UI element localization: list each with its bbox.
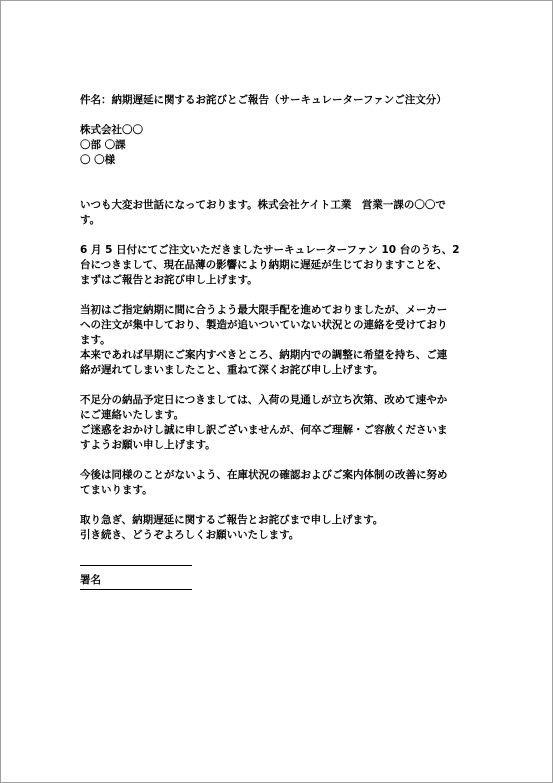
paragraph-line: 6 月 5 日付にてご注文いただきましたサーキュレーターファン 10 台のうち、2	[80, 244, 460, 256]
spacer	[80, 183, 478, 198]
spacer	[80, 228, 478, 243]
paragraph-line: てまいります。	[80, 484, 153, 496]
paragraph-improvement	[80, 468, 478, 498]
paragraph-line: 当初はご指定納期に間に合うよう最大限手配を進めておりましたが、メーカー	[80, 304, 448, 316]
paragraph-schedule	[80, 393, 478, 453]
paragraph-line: ます。	[80, 334, 111, 346]
paragraph-line: 絡が遅れてしまいましたこと、重ねて深くお詫び申し上げます。	[80, 364, 384, 376]
paragraph-line: まずはご報告とお詫び申し上げます。	[80, 274, 258, 286]
recipient-block	[80, 123, 478, 168]
greeting-paragraph	[80, 198, 478, 228]
spacer	[80, 378, 478, 393]
document-body	[80, 93, 478, 597]
spacer	[80, 168, 478, 183]
signature-bottom-rule	[80, 589, 192, 590]
closing-paragraph	[80, 513, 478, 543]
paragraph-line: 台につきまして、現在品薄の影響により納期に遅延が生じておりますことを、	[80, 259, 448, 271]
recipient-department: 〇部 〇課	[80, 139, 126, 151]
recipient-person: 〇 〇様	[80, 154, 116, 166]
greeting-line: す。	[80, 214, 101, 226]
spacer	[80, 453, 478, 468]
paragraph-line: 本来であれば早期にご案内すべきところ、納期内での調整に希望を持ち、ご連	[80, 349, 448, 361]
recipient-company: 株式会社〇〇	[80, 124, 143, 136]
paragraph-line: 不足分の納品予定日につきましては、入荷の見通しが立ち次第、改めて速やか	[80, 394, 448, 406]
spacer	[80, 108, 478, 123]
greeting-line: いつも大変お世話になっております。株式会社ケイト工業 営業一課の〇〇で	[80, 199, 446, 211]
closing-line: 取り急ぎ、納期遅延に関するご報告とお詫びまで申し上げます。	[80, 514, 384, 526]
spacer	[80, 498, 478, 513]
closing-line: 引き続き、どうぞよろしくお願いいたします。	[80, 529, 300, 541]
signature-top-rule	[80, 565, 192, 566]
paragraph-line: への注文が集中しており、製造が追いついていない状況との連絡を受けており	[80, 319, 448, 331]
paragraph-line: ご迷惑をおかけし誠に申し訳ございませんが、何卒ご理解・ご容赦くださいま	[80, 424, 448, 436]
paragraph-line: 今後は同様のことがないよう、在庫状況の確認およびご案内体制の改善に努め	[80, 469, 448, 481]
spacer	[80, 543, 478, 558]
paragraph-reason	[80, 303, 478, 378]
email-subject: 件名：納期遅延に関するお詫びとご報告（サーキュレーターファンご注文分）	[80, 94, 447, 106]
paragraph-line: にご連絡いたします。	[80, 409, 185, 421]
signature-label: 署名	[80, 574, 101, 586]
paragraph-line: すようお願い申し上げます。	[80, 439, 216, 451]
spacer	[80, 288, 478, 303]
paragraph-delay-notice	[80, 243, 478, 288]
signature-block	[80, 565, 478, 590]
